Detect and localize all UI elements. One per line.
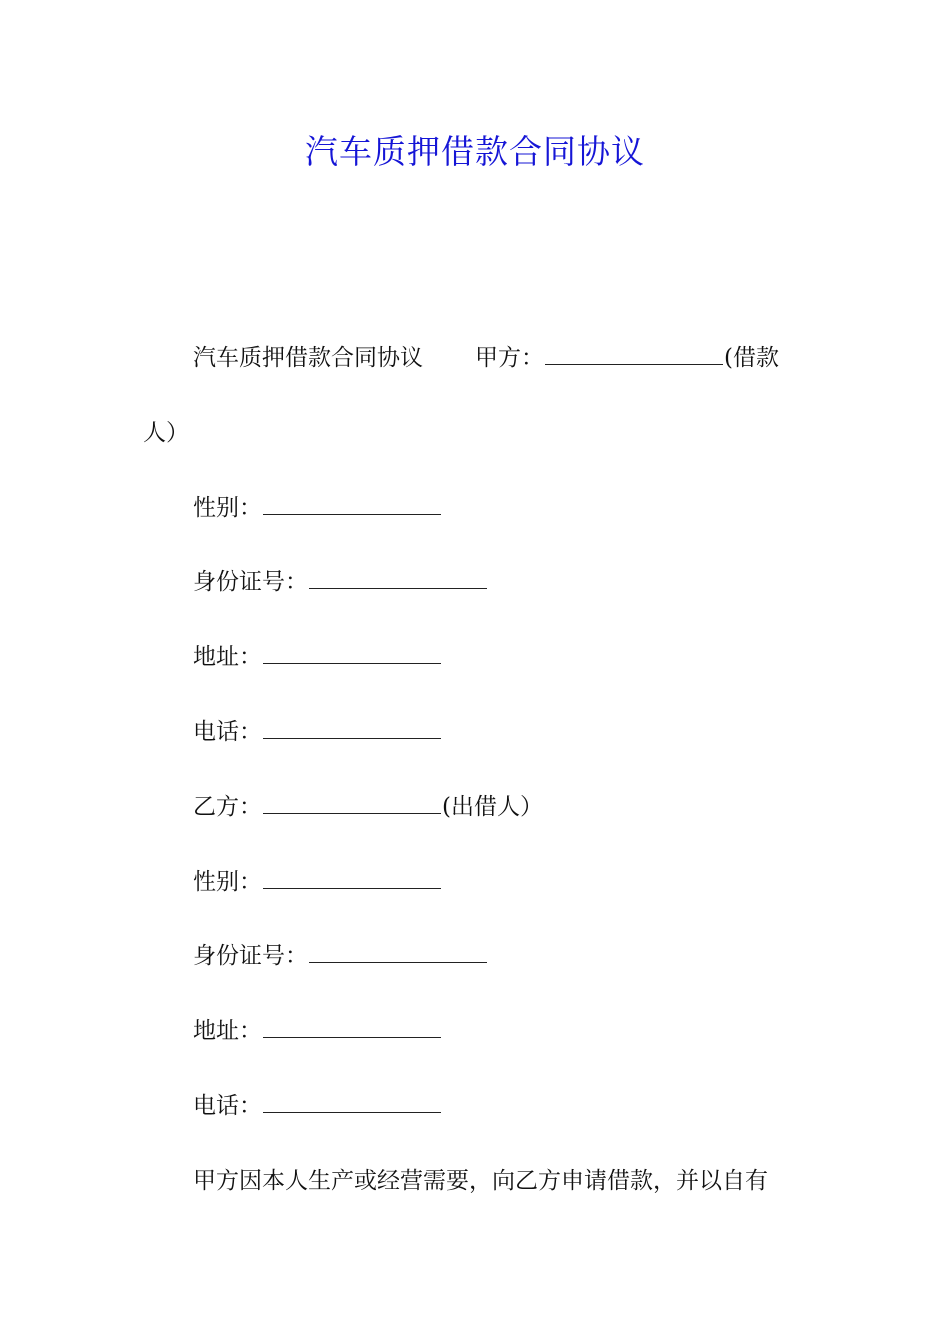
party-b-gender-line <box>193 865 442 899</box>
party-a-id-label: 身份证号： <box>193 569 308 595</box>
body-text: 甲方因本人生产或经营需要，向乙方申请借款，并以自有 <box>193 1168 768 1194</box>
party-b-id-line <box>193 939 488 973</box>
party-b-phone-label: 电话： <box>193 1093 262 1119</box>
party-a-phone-line <box>193 715 442 749</box>
party-b-name-blank <box>263 791 441 814</box>
party-b-id-blank <box>309 940 487 963</box>
party-a-gender-line <box>193 491 442 525</box>
party-b-gender-blank <box>263 866 441 889</box>
intro-line <box>193 341 779 375</box>
party-a-address-label: 地址： <box>193 644 262 670</box>
party-b-address-blank <box>263 1015 441 1038</box>
party-b-line <box>193 790 543 824</box>
party-b-label: 乙方： <box>193 794 262 820</box>
party-a-phone-blank <box>263 716 441 739</box>
party-a-label: 甲方： <box>475 345 544 371</box>
party-b-phone-line <box>193 1089 442 1123</box>
party-a-id-line <box>193 565 488 599</box>
party-a-gender-label: 性别： <box>193 495 262 521</box>
party-a-gender-blank <box>263 492 441 515</box>
party-a-id-blank <box>309 566 487 589</box>
party-a-phone-label: 电话： <box>193 719 262 745</box>
party-b-phone-blank <box>263 1090 441 1113</box>
party-a-address-line <box>193 640 442 674</box>
party-a-role-end: 人） <box>143 420 189 446</box>
party-a-address-blank <box>263 641 441 664</box>
body-paragraph-line <box>193 1164 768 1198</box>
party-b-address-line <box>193 1014 442 1048</box>
party-a-role-end-line <box>143 416 189 450</box>
party-a-name-blank <box>545 342 723 365</box>
party-b-id-label: 身份证号： <box>193 943 308 969</box>
document-title: 汽车质押借款合同协议 <box>305 132 645 171</box>
party-b-gender-label: 性别： <box>193 869 262 895</box>
party-b-role: (出借人） <box>442 794 543 820</box>
party-a-role-start: (借款 <box>724 345 779 371</box>
party-b-address-label: 地址： <box>193 1018 262 1044</box>
intro-heading: 汽车质押借款合同协议 <box>193 345 423 371</box>
